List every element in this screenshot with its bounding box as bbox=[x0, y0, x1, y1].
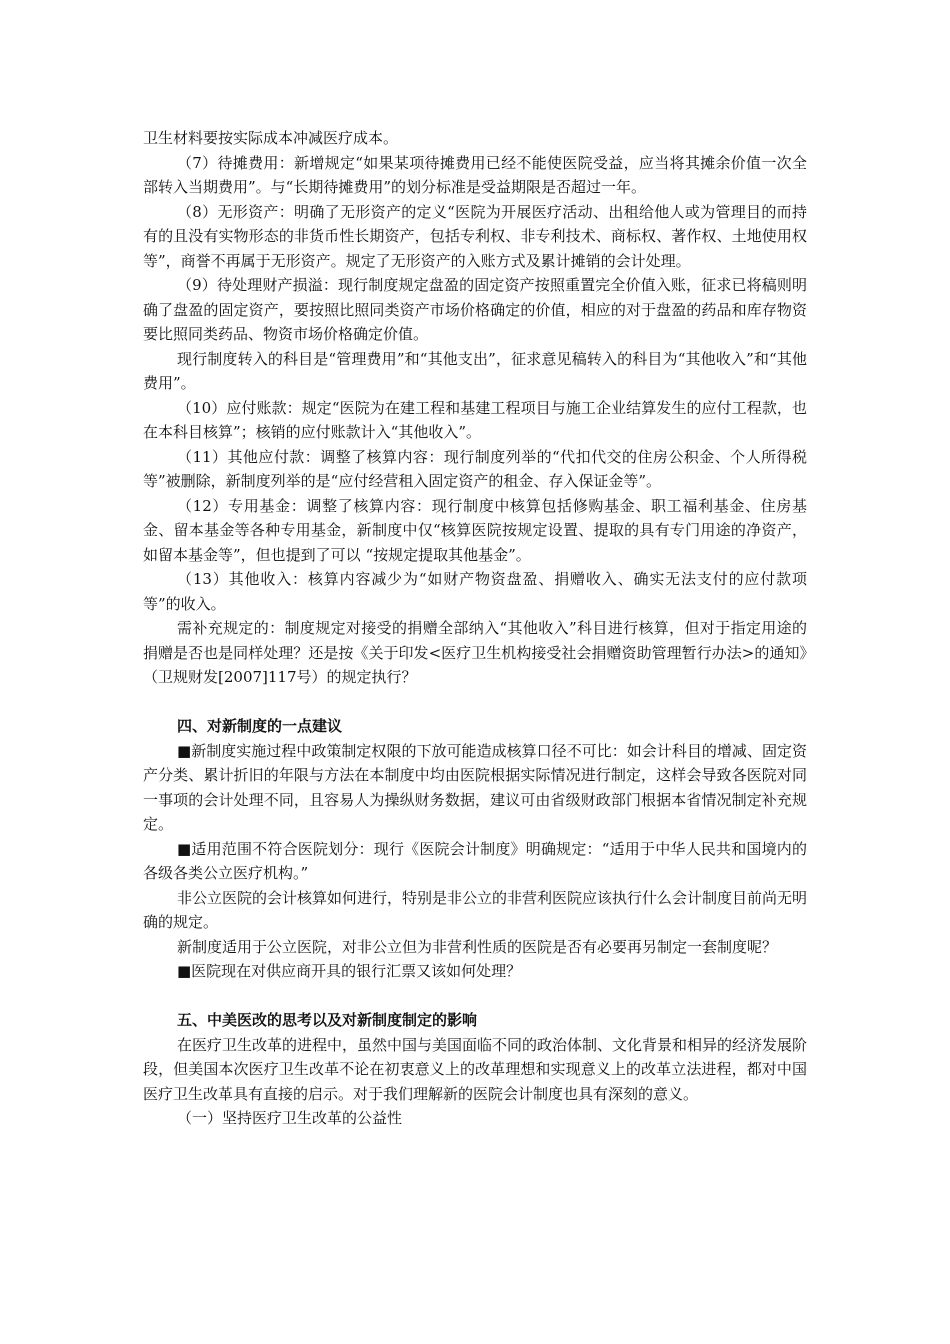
paragraph: （9）待处理财产损溢：现行制度规定盘盈的固定资产按照重置完全价值入账，征求已将稿则明确了盘盈的固定资产，要按照比照同类资产市场价格确定的价值，相应的对于盘盈的药品和库存物资要比照同类药品、物资市场价格确定价值。 bbox=[143, 276, 807, 343]
paragraph: （13）其他收入：核算内容减少为“如财产物资盘盈、捐赠收入、确实无法支付的应付款项等”的收入。 bbox=[143, 570, 807, 613]
paragraph: （7）待摊费用：新增规定“如果某项待摊费用已经不能使医院受益，应当将其摊余价值一次全部转入当期费用”。与“长期待摊费用”的划分标准是受益期限是否超过一年。 bbox=[143, 153, 807, 196]
paragraph: 现行制度转入的科目是“管理费用”和“其他支出”，征求意见稿转入的科目为“其他收入”和“其他费用”。 bbox=[143, 349, 807, 392]
paragraph: ■新制度实施过程中政策制定权限的下放可能造成核算口径不可比：如会计科目的增减、固定资产分类、累计折旧的年限与方法在本制度中均由医院根据实际情况进行制定，这样会导致各医院对同一事项的会计处理不同，且容易人为操纵财务数据，建议可由省级财政部门根据本省情况制定补充规定。 bbox=[143, 741, 807, 833]
paragraph: ■适用范围不符合医院划分：现行《医院会计制度》明确规定：“适用于中华人民共和国境内的各级各类公立医疗机构。” bbox=[143, 839, 807, 882]
paragraph: （一）坚持医疗卫生改革的公益性 bbox=[177, 1109, 403, 1127]
paragraph: 卫生材料要按实际成本冲减医疗成本。 bbox=[143, 129, 399, 147]
paragraph: 在医疗卫生改革的进程中，虽然中国与美国面临不同的政治体制、文化背景和相异的经济发展阶段，但美国本次医疗卫生改革不论在初衷意义上的改革理想和实现意义上的改革立法进程，都对中国医疗卫生改革具有直接的启示。对于我们理解新的医院会计制度也具有深刻的意义。 bbox=[143, 1035, 808, 1103]
paragraph: （8）无形资产：明确了无形资产的定义“医院为开展医疗活动、出租给他人或为管理目的而持有的且没有实物形态的非货币性长期资产，包括专利权、非专利技术、商标权、著作权、土地使用权等”，商誉不再属于无形资产。规定了无形资产的入账方式及累计摊销的会计处理。 bbox=[143, 202, 807, 270]
spacer bbox=[143, 690, 807, 715]
spacer bbox=[143, 984, 807, 1009]
paragraph: （10）应付账款：规定“医院为在建工程和基建工程项目与施工企业结算发生的应付工程款，也在本科目核算”；核销的应付账款计入“其他收入”。 bbox=[143, 398, 807, 441]
paragraph: ■医院现在对供应商开具的银行汇票又该如何处理？ bbox=[177, 962, 522, 980]
document-page bbox=[143, 126, 807, 1131]
paragraph: 非公立医院的会计核算如何进行，特别是非公立的非营利医院应该执行什么会计制度目前尚无明确的规定。 bbox=[143, 888, 808, 931]
section-heading: 四、对新制度的一点建议 bbox=[177, 717, 343, 735]
paragraph: 需补充规定的：制度规定对接受的捐赠全部纳入“其他收入”科目进行核算，但对于指定用途的捐赠是否也是同样处理？还是按《关于印发<医疗卫生机构接受社会捐赠资助管理暂行办法>的通知》（卫规财发[2007]117号）的规定执行？ bbox=[143, 619, 807, 686]
section-heading: 五、中美医改的思考以及对新制度制定的影响 bbox=[177, 1011, 478, 1029]
paragraph: 新制度适用于公立医院，对非公立但为非营利性质的医院是否有必要再另制定一套制度呢？ bbox=[177, 937, 778, 956]
paragraph: （12）专用基金：调整了核算内容：现行制度中核算包括修购基金、职工福利基金、住房基金、留本基金等各种专用基金，新制度中仅“核算医院按规定设置、提取的具有专门用途的净资产，如留本基金等”，但也提到了可以 “按规定提取其他基金”。 bbox=[143, 496, 807, 564]
paragraph: （11）其他应付款：调整了核算内容：现行制度列举的“代扣代交的住房公积金、个人所得税等”被删除，新制度列举的是“应付经营租入固定资产的租金、存入保证金等”。 bbox=[143, 447, 807, 490]
